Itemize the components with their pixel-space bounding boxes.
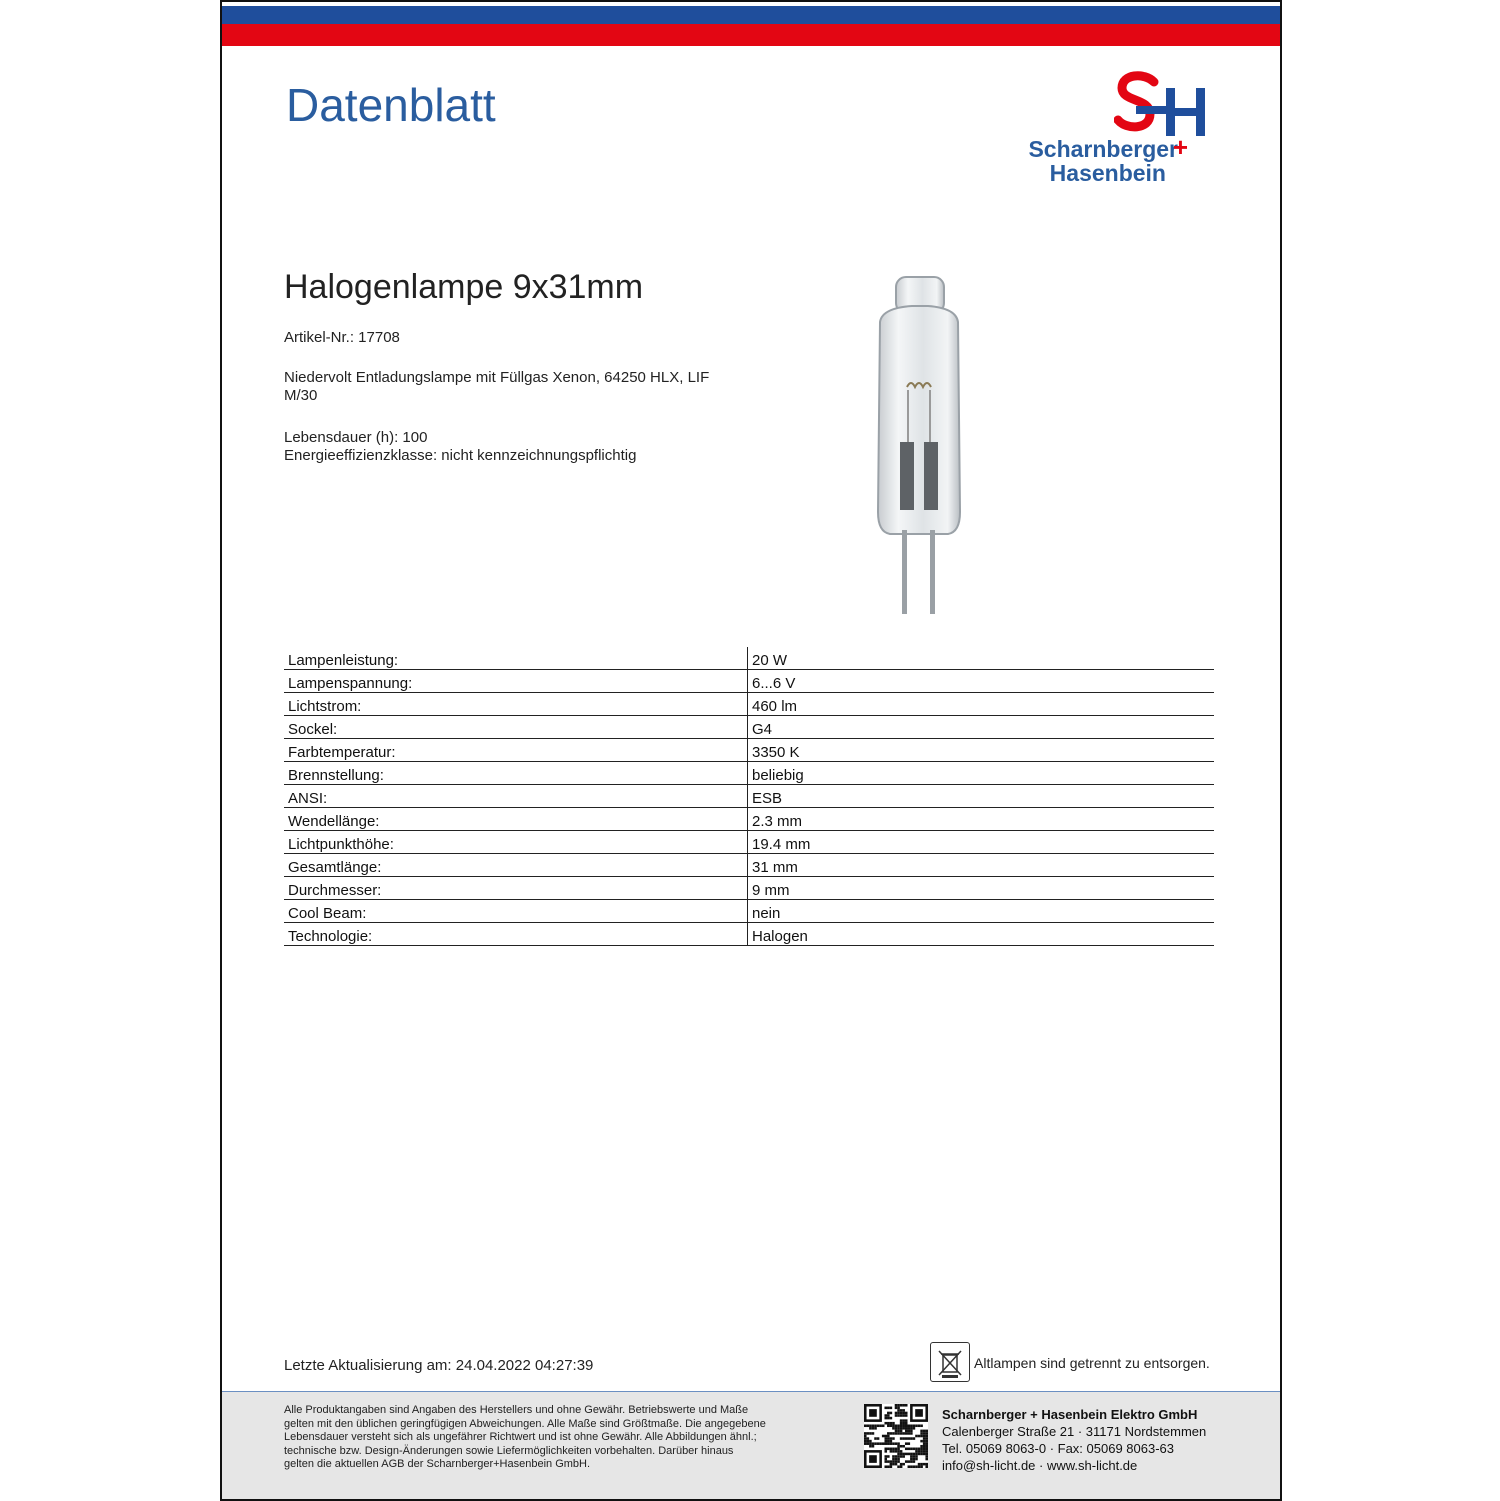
company-contact [942, 1406, 1206, 1474]
spec-row [284, 900, 1214, 923]
spec-label: Brennstellung: [284, 762, 748, 785]
qr-code-icon [864, 1404, 928, 1468]
description-line-2: M/30 [284, 387, 318, 404]
spec-row [284, 716, 1214, 739]
sh-logo-icon [1114, 68, 1214, 138]
spec-label: Lichtstrom: [284, 693, 748, 716]
logo-text-scharnberger: Scharnberger [1028, 136, 1178, 162]
spec-value: 9 mm [748, 877, 1215, 900]
spec-value: beliebig [748, 762, 1215, 785]
spec-row [284, 762, 1214, 785]
page-footer [222, 1391, 1280, 1500]
spec-value: 3350 K [748, 739, 1215, 762]
spec-label: Sockel: [284, 716, 748, 739]
spec-label: Farbtemperatur: [284, 739, 748, 762]
product-title: Halogenlampe 9x31mm [284, 268, 644, 306]
spec-label: Gesamtlänge: [284, 854, 748, 877]
disclaimer-line: gelten die aktuellen AGB der Scharnberger+Hasenbein GmbH. [284, 1458, 591, 1470]
spec-label: Lampenleistung: [284, 647, 748, 670]
company-phone: Tel. 05069 8063-0 · Fax: 05069 8063-63 [942, 1441, 1175, 1456]
document-title: Datenblatt [286, 79, 496, 131]
spec-row [284, 808, 1214, 831]
spec-row [284, 693, 1214, 716]
lifetime: Lebensdauer (h): 100 [284, 429, 428, 446]
spec-label: ANSI: [284, 785, 748, 808]
spec-value: 20 W [748, 647, 1215, 670]
spec-row [284, 647, 1214, 670]
last-updated: Letzte Aktualisierung am: 24.04.2022 04:27:39 [284, 1357, 594, 1374]
spec-row [284, 923, 1214, 946]
description-line-1: Niedervolt Entladungslampe mit Füllgas Xenon, 64250 HLX, LIF [284, 369, 710, 386]
company-address: Calenberger Straße 21 · 31171 Nordstemmen [942, 1424, 1207, 1439]
spec-label: Technologie: [284, 923, 748, 946]
spec-label: Lampenspannung: [284, 670, 748, 693]
halogen-bulb-icon [852, 272, 982, 617]
disclaimer-line: Alle Produktangaben sind Angaben des Herstellers und ohne Gewähr. Betriebswerte und Maße [284, 1404, 749, 1416]
disclaimer-line: Lebensdauer versteht sich als ungefährer Richtwert und ist ohne Gewähr. Alle Abbildungen ähnl.; [284, 1431, 757, 1443]
datasheet-page [220, 0, 1282, 1501]
spec-value: 460 lm [748, 693, 1215, 716]
disclaimer [284, 1404, 844, 1472]
spec-row [284, 877, 1214, 900]
header-stripe-red [222, 24, 1280, 46]
spec-value: nein [748, 900, 1215, 923]
spec-label: Cool Beam: [284, 900, 748, 923]
spec-value: 31 mm [748, 854, 1215, 877]
spec-value: 2.3 mm [748, 808, 1215, 831]
company-logo [978, 68, 1218, 188]
article-number: Artikel-Nr.: 17708 [284, 329, 400, 346]
spec-label: Lichtpunkthöhe: [284, 831, 748, 854]
spec-table [284, 647, 1214, 946]
spec-label: Wendellänge: [284, 808, 748, 831]
spec-value: ESB [748, 785, 1215, 808]
logo-plus: + [1172, 132, 1188, 162]
crossed-bin-icon [930, 1342, 970, 1382]
logo-text-hasenbein: Hasenbein [1049, 160, 1166, 186]
spec-value: G4 [748, 716, 1215, 739]
spec-row [284, 831, 1214, 854]
spec-row [284, 854, 1214, 877]
company-web: info@sh-licht.de · www.sh-licht.de [942, 1458, 1138, 1473]
disclaimer-line: gelten mit den üblichen geringfügigen Abweichungen. Alle Maße sind Größtmaße. Die angegebene [284, 1417, 766, 1430]
spec-value: Halogen [748, 923, 1215, 946]
spec-label: Durchmesser: [284, 877, 748, 900]
spec-value: 6...6 V [748, 670, 1215, 693]
header-stripe-blue [222, 6, 1280, 24]
spec-row [284, 670, 1214, 693]
disclaimer-line: technische bzw. Design-Änderungen sowie Liefermöglichkeiten vorbehalten. Darüber hinaus [284, 1444, 734, 1457]
energy-class: Energieeffizienzklasse: nicht kennzeichnungspflichtig [284, 447, 637, 464]
spec-value: 19.4 mm [748, 831, 1215, 854]
company-name: Scharnberger + Hasenbein Elektro GmbH [942, 1407, 1198, 1422]
spec-row [284, 739, 1214, 762]
disposal-note: Altlampen sind getrennt zu entsorgen. [974, 1355, 1210, 1371]
spec-row [284, 785, 1214, 808]
